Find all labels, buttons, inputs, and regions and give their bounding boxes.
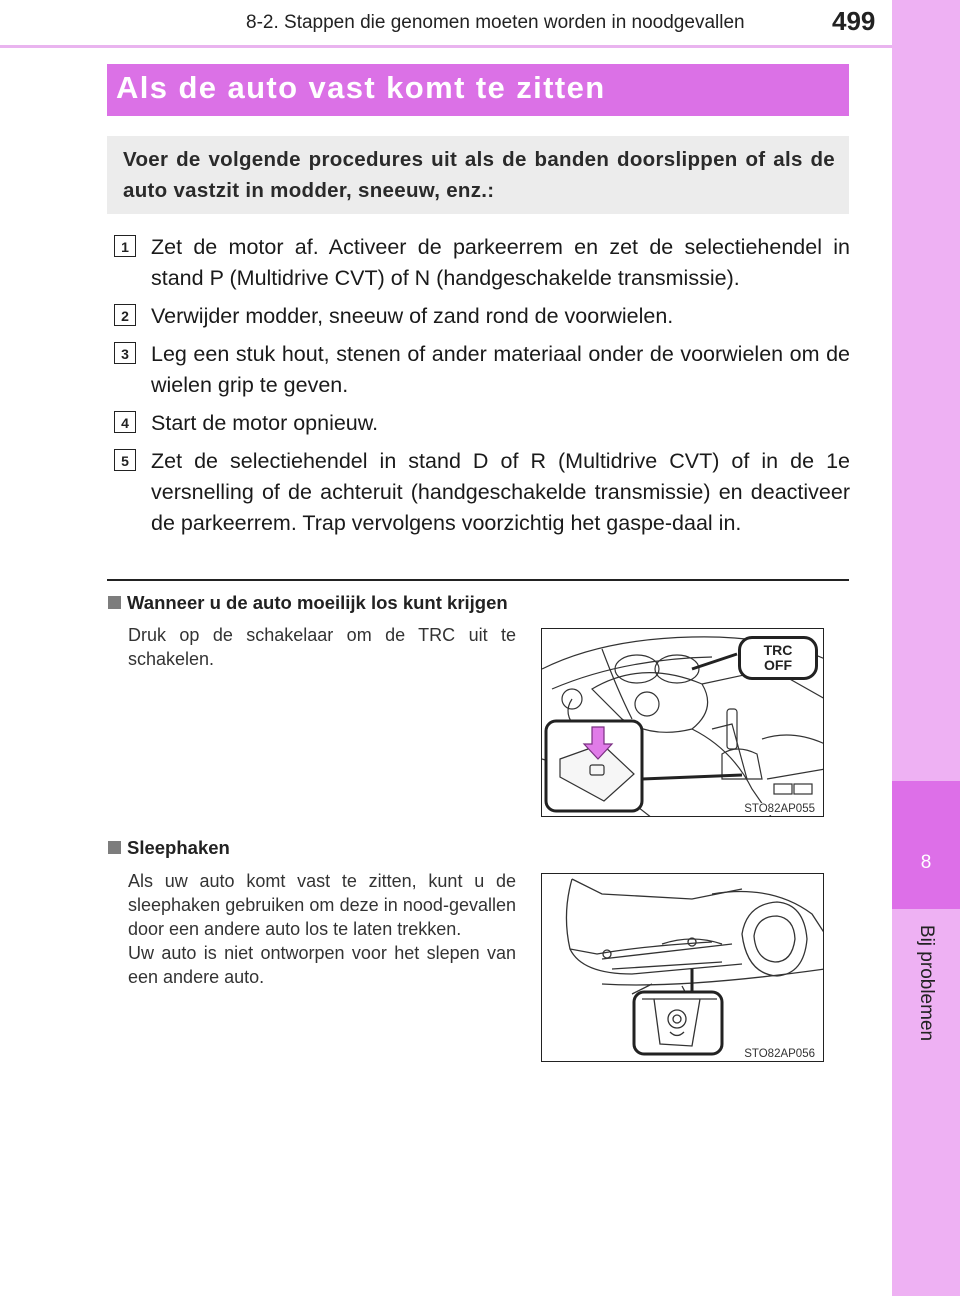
step-text: Zet de motor af. Activeer de parkeerrem en zet de selectiehendel in stand P (Multidrive CVT) of N (handgeschakelde transmissie). [151,235,850,290]
step-item [114,446,850,539]
note-body-trc [128,623,516,671]
step-text: Leg een stuk hout, stenen of ander materiaal onder de voorwielen om de wielen grip te geven. [151,342,850,397]
steps-list [114,232,850,546]
intro-box [107,136,849,214]
trc-off-callout [738,636,818,680]
step-text: Verwijder modder, sneeuw of zand rond de voorwielen. [151,304,674,328]
note-paragraph: Druk op de schakelaar om de TRC uit te schakelen. [128,625,516,669]
step-number: 2 [114,304,136,326]
figure-code: STO82AP055 [744,803,815,815]
page-number: 499 [832,6,876,36]
step-item [114,408,850,439]
note-heading-towing [108,837,230,859]
figure-code: STO82AP056 [744,1048,815,1060]
tow-hook-figure [541,873,824,1062]
step-number: 3 [114,342,136,364]
step-item [114,232,850,294]
step-number: 5 [114,449,136,471]
step-number: 1 [114,235,136,257]
title-bar [107,64,849,116]
chapter-number: 8 [920,852,932,873]
intro-text: Voer de volgende procedures uit als de banden doorslippen of als de auto vastzit in modder, sneeuw, enz.: [123,148,835,202]
step-text: Zet de selectiehendel in stand D of R (Multidrive CVT) of in de 1e versnelling of de achteruit (handgeschakelde transmissie) en deactiveer de parkeerrem. Trap vervolgens voorzichtig het gaspe-daal in. [151,449,850,535]
note-paragraph: Uw auto is niet ontworpen voor het slepen van een andere auto. [128,943,516,987]
note-heading-trc [108,592,508,614]
chapter-side-tab [892,0,960,1296]
car-underside-illustration [542,874,824,1062]
page-title: Als de auto vast komt te zitten [116,70,606,105]
callout-line: OFF [764,657,792,673]
step-item [114,301,850,332]
note-heading-text: Wanneer u de auto moeilijk los kunt krijgen [127,592,508,613]
note-body-towing [128,869,516,989]
section-header: 8-2. Stappen die genomen moeten worden in noodgevallen [246,12,745,33]
square-bullet-icon [108,841,121,854]
step-item [114,339,850,401]
header-rule [0,45,892,48]
note-paragraph: Als uw auto komt vast te zitten, kunt u de sleephaken gebruiken om deze in nood-gevallen door een andere auto los te laten trekken. [128,871,516,939]
callout-line: TRC [763,642,793,658]
note-heading-text: Sleephaken [127,837,230,858]
step-text: Start de motor opnieuw. [151,411,379,435]
chapter-tab-highlight [892,781,960,909]
step-number: 4 [114,411,136,433]
square-bullet-icon [108,596,121,609]
section-divider [107,579,849,581]
trc-switch-figure [541,628,824,817]
chapter-title: Bij problemen [916,924,937,1042]
